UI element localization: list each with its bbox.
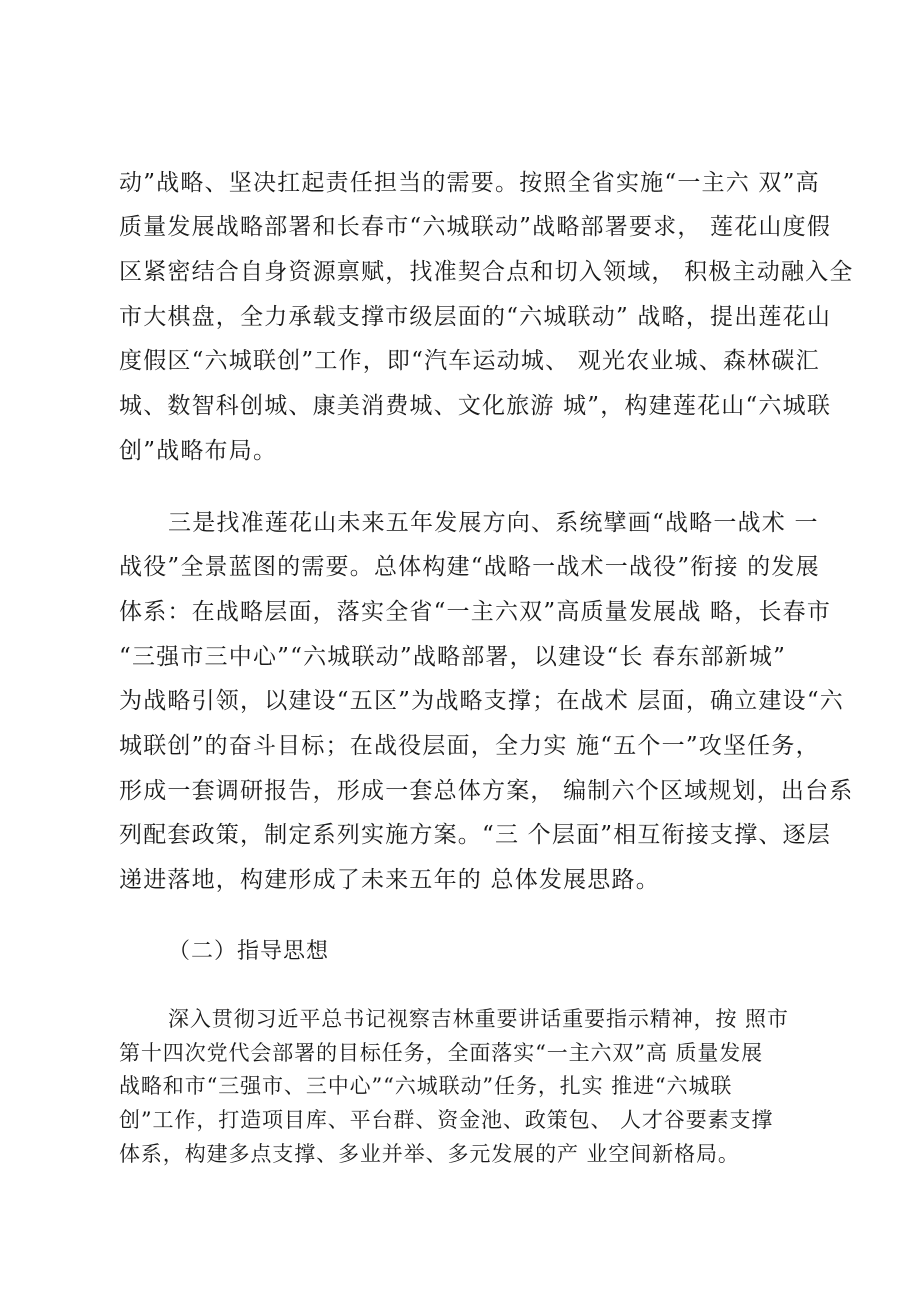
paragraph-line: 战略和市“三强市、三中心”“六城联动”任务，扎实 推进“六城联 xyxy=(119,1074,733,1098)
paragraph-line: 城、数智科创城、康美消费城、文化旅游 城”，构建莲花山“六城联 xyxy=(119,393,832,419)
paragraph-line: 创”战略布局。 xyxy=(119,438,278,464)
paragraph-line: 为战略引领，以建设“五区”为战略支撑；在战术 层面，确立建设“六 xyxy=(119,688,844,714)
section-heading: （二）指导思想 xyxy=(168,939,330,964)
paragraph-line: 体系，构建多点支撑、多业并举、多元发展的产 业空间新格局。 xyxy=(119,1142,740,1166)
paragraph-line: 质量发展战略部署和长春市“六城联动”战略部署要求， 莲花山度假 xyxy=(119,214,832,240)
paragraph-line: 区紧密结合自身资源禀赋，找准契合点和切入领域， 积极主动融入全 xyxy=(119,259,854,285)
paragraph-line: 第十四次党代会部署的目标任务，全面落实“一主六双”高 质量发展 xyxy=(119,1041,764,1065)
paragraph-line: 三是找准莲花山未来五年发展方向、系统擘画“战略一战术 一 xyxy=(168,510,819,536)
paragraph-line: 战役”全景蓝图的需要。总体构建“战略一战术一战役”衔接 的发展 xyxy=(119,554,820,580)
paragraph-line: 动”战略、坚决扛起责任担当的需要。按照全省实施“一主六 双”高 xyxy=(119,170,820,196)
paragraph-line: 体系：在战略层面，落实全省“一主六双”高质量发展战 略，长春市 xyxy=(119,599,832,625)
paragraph-line: 市大棋盘，全力承载支撑市级层面的“六城联动” 战略，提出莲花山 xyxy=(119,304,832,330)
paragraph-line: 递进落地，构建形成了未来五年的 总体发展思路。 xyxy=(119,867,660,893)
paragraph-line: 度假区“六城联创”工作，即“汽车运动城、 观光农业城、森林碳汇 xyxy=(119,348,820,374)
paragraph-line: 深入贯彻习近平总书记视察吉林重要讲话重要指示精神，按 照市 xyxy=(168,1007,789,1031)
paragraph-line: 列配套政策，制定系列实施方案。“三 个层面”相互衔接支撑、逐层 xyxy=(119,822,832,848)
paragraph-line: 创”工作，打造项目库、平台群、资金池、政策包、 人才谷要素支撑 xyxy=(119,1108,774,1132)
paragraph-line: “三强市三中心”“六城联动”战略部署，以建设“长 春东部新城” xyxy=(119,644,787,670)
paragraph-line: 城联创”的奋斗目标；在战役层面，全力实 施“五个一”攻坚任务， xyxy=(119,733,820,759)
paragraph-line: 形成一套调研报告，形成一套总体方案， 编制六个区域规划，出台系 xyxy=(119,778,854,804)
